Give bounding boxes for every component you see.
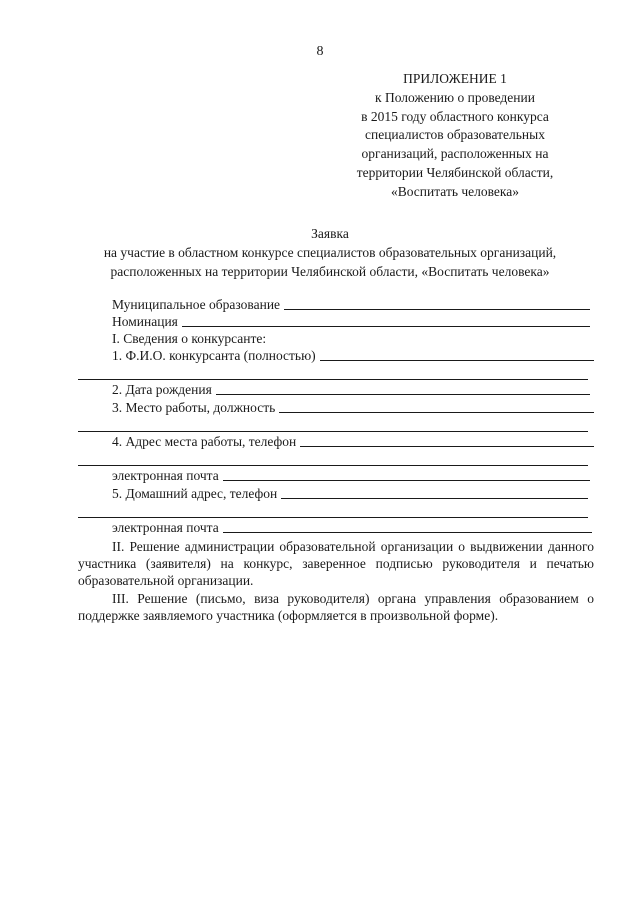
home-address-continuation-line[interactable] (78, 517, 588, 518)
page-number: 8 (316, 44, 324, 59)
email1-label: электронная почта (112, 468, 219, 483)
home-address-field[interactable] (281, 498, 588, 499)
section1-title: I. Сведения о конкурсанте: (112, 331, 267, 346)
municipality-row[interactable] (112, 296, 590, 313)
home-address-row[interactable] (112, 485, 588, 502)
fio-field[interactable] (320, 360, 594, 361)
nomination-label: Номинация (112, 314, 178, 329)
work-address-label: 4. Адрес места работы, телефон (112, 434, 297, 449)
email2-label: электронная почта (112, 520, 219, 535)
appendix-line: «Воспитать человека» (390, 183, 520, 199)
work-address-continuation-line[interactable] (78, 465, 588, 466)
section2-text: II. Решение администрации образовательной организации о выдвижении данного участника (заявителя) на конкурс, заверенное подписью руководителя и печатью образовательной организации. (78, 539, 594, 589)
birth-row[interactable] (112, 381, 590, 398)
appendix-line: в 2015 году областного конкурса (361, 108, 549, 124)
work-address-row[interactable] (112, 433, 594, 450)
email2-row[interactable] (112, 519, 592, 536)
work-label: 3. Место работы, должность (112, 400, 276, 415)
birth-label: 2. Дата рождения (112, 382, 212, 397)
nomination-field[interactable] (182, 326, 590, 327)
appendix-line: организаций, расположенных на (361, 146, 549, 162)
nomination-row[interactable] (112, 313, 590, 330)
fio-continuation-line[interactable] (78, 379, 588, 380)
application-title (60, 225, 600, 281)
title-line: на участие в областном конкурсе специалистов образовательных организаций, (103, 244, 557, 260)
email1-row[interactable] (112, 467, 590, 484)
email2-field[interactable] (223, 532, 592, 533)
municipality-field[interactable] (284, 309, 590, 310)
fio-row[interactable] (112, 347, 594, 364)
work-address-field[interactable] (300, 446, 594, 447)
fio-label: 1. Ф.И.О. конкурсанта (полностью) (112, 348, 316, 363)
appendix-line: специалистов образовательных (365, 127, 545, 143)
email1-field[interactable] (223, 480, 590, 481)
appendix-heading: ПРИЛОЖЕНИЕ 1 (403, 71, 507, 86)
section1-title-row (112, 330, 590, 347)
title-heading: Заявка (311, 226, 349, 241)
section2-paragraph (78, 538, 594, 590)
appendix-line: территории Челябинской области, (356, 164, 554, 180)
section3-paragraph (78, 590, 594, 624)
work-row[interactable] (112, 399, 594, 416)
appendix-header (330, 70, 580, 202)
home-address-label: 5. Домашний адрес, телефон (112, 486, 278, 501)
work-field[interactable] (279, 412, 594, 413)
birth-field[interactable] (216, 394, 590, 395)
appendix-line: к Положению о проведении (375, 89, 535, 105)
work-continuation-line[interactable] (78, 431, 588, 432)
title-line: расположенных на территории Челябинской области, «Воспитать человека» (110, 263, 550, 279)
municipality-label: Муниципальное образование (112, 297, 281, 312)
section3-text: III. Решение (письмо, виза руководителя) органа управления образованием о поддержке заявляемого участника (оформляется в произвольной форме). (78, 591, 594, 624)
